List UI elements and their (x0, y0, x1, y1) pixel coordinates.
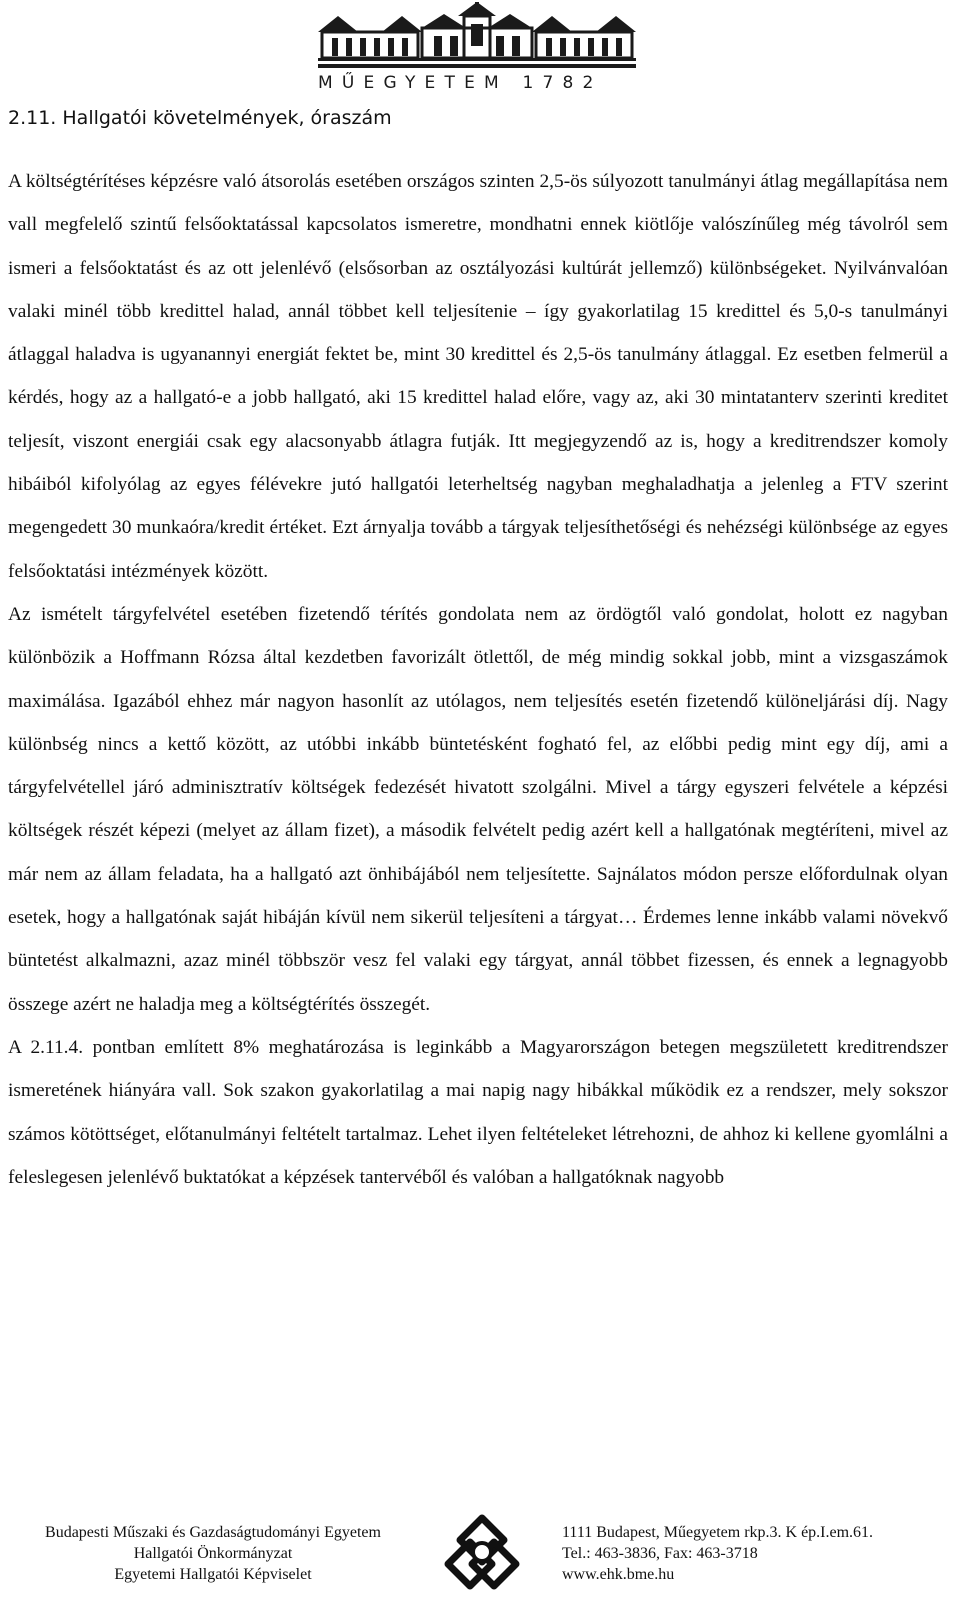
footer-website-link[interactable]: www.ehk.bme.hu (562, 1566, 675, 1583)
ehk-logo-icon (442, 1512, 522, 1592)
paragraph: A költségtérítéses képzésre való átsorolás esetében országos szinten 2,5-ös súlyozott tanulmányi átlag megállapítása nem vall megfelelő szintű felsőoktatással kapcsolatos ismeretre, mondhatni ennek kiötlője valószínűleg még távolról sem ismeri a felsőoktatást és az ott jelenlévő (elsősorban az osztályozási kultúrát jellemző) különbségeket. Nyilvánvalóan valaki minél több kredittel halad, annál többet kell teljesítenie – így gyakorlatilag 15 kredittel és 5,0-s tanulmányi átlaggal haladva is ugyanannyi energiát fektet be, mint 30 kredittel és 2,5-ös tanulmány átlaggal. Ez esetben felmerül a kérdés, hogy az a hallgató-e a jobb hallgató, aki 15 kredittel halad előre, vagy az, aki 30 mintatanterv szerinti kreditet teljesít, viszont energiái csak egy alacsonyabb átlagra futják. Itt megjegyzendő az is, hogy a kreditrendszer komoly hibáiból kifolyólag az egyes félévekre jutó hallgatói leterheltség nagyban meghaladhatja a jelenleg a FTV szerint megengedett 30 munkaóra/kredit értéket. Ezt árnyalja tovább a tárgyak teljesíthetőségi és nehézségi különbsége az egyes felsőoktatási intézmények között. (8, 171, 948, 582)
paragraph: A 2.11.4. pontban említett 8% meghatározása is leginkább a Magyarországon betegen megszületett kreditrendszer ismeretének hiányára vall. Sok szakon gyakorlatilag a mai napig nagy hibákkal működik ez a rendszer, mely sokszor számos kötöttséget, előtanulmányi feltételt tartalmaz. Lehet ilyen feltételeket létrehozni, de ahhoz ki kellene gyomlálni a feleslegesen jelenlévő buktatókat a képzések tantervéből és valóban a hallgatóknak nagyobb (8, 1036, 948, 1188)
footer-address: 1111 Budapest, Műegyetem rkp.3. K ép.I.em.61. (562, 1524, 874, 1541)
footer-institution (8, 1522, 418, 1585)
university-building-icon (318, 2, 636, 74)
footer-phone: Tel.: 463-3836, Fax: 463-3718 (562, 1545, 758, 1562)
footer-line: Hallgatói Önkormányzat (133, 1545, 293, 1562)
footer-contact (562, 1522, 952, 1585)
document-body (8, 160, 948, 1199)
paragraph: Az ismételt tárgyfelvétel esetében fizetendő térítés gondolata nem az ördögtől való gondolat, holott ez nagyban különbözik a Hoffmann Rózsa által kezdetben favorizált ötlettől, de még mindig sokkal jobb, mint a vizsgaszámok maximálása. Igazából ehhez már nagyon hasonlít az utólagos, nem teljesítés esetén fizetendő különeljárási díj. Nagy különbség nincs a kettő között, az utóbbi inkább büntetésként fogható fel, az előbbi pedig mint egy díj, ami a tárgyfelvétellel járó adminisztratív költségek fedezését hivatott szolgálni. Mivel a tárgy egyszeri felvétele a képzési költségek részét képezi (melyet az állam fizet), a második felvételt pedig azért kell a hallgatónak megtéríteni, mivel az már nem az állam feladata, ha a hallgató azt önhibájából nem teljesítette. Sajnálatos módon persze előfordulnak olyan esetek, hogy a hallgatónak saját hibáján kívül nem sikerül teljesíteni a tárgyat… Érdemes lenne inkább valami növekvő büntetést alkalmazni, azaz minél többször vesz fel valaki egy tárgyat, annál többet fizessen, és ennek a legnagyobb összege azért ne haladja meg a költségtérítés összegét. (8, 603, 948, 1015)
page-footer (0, 1508, 960, 1593)
section-heading: 2.11. Hallgatói követelmények, óraszám (8, 107, 392, 129)
footer-line: Budapesti Műszaki és Gazdaságtudományi Egyetem (45, 1524, 381, 1541)
logo-wordmark: MŰEGYETEM 1782 (318, 73, 603, 93)
page-header (0, 0, 960, 140)
footer-line: Egyetemi Hallgatói Képviselet (114, 1566, 312, 1583)
